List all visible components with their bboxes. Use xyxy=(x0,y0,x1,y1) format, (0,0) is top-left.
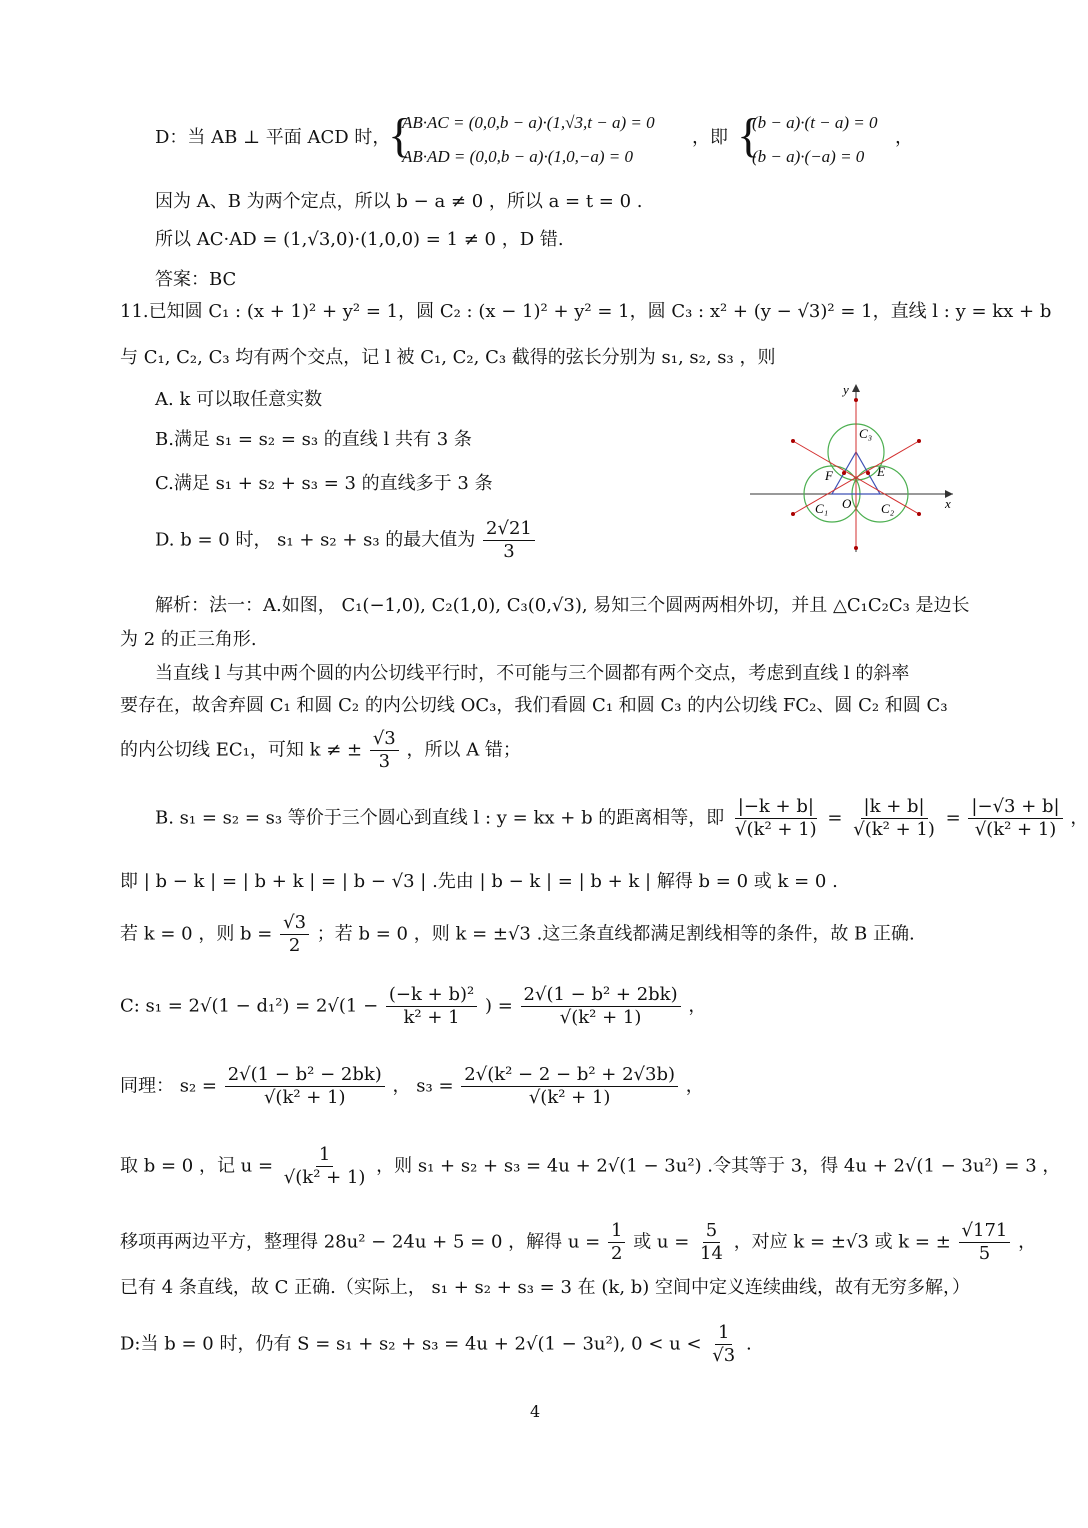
point xyxy=(791,512,795,516)
text: . xyxy=(745,1333,752,1355)
page-number: 4 xyxy=(530,1402,541,1421)
already-line: 已有 4 条直线，故 C 正确.（实际上， s₁ + s₂ + s₃ = 3 在 (k, b) 空间中定义连续曲线，故有无穷多解，） xyxy=(120,1277,971,1298)
point-e xyxy=(866,471,870,475)
fraction xyxy=(461,1064,678,1109)
d-system-eq2: AB·AD = (0,0,b − a)·(1,0,−a) = 0 xyxy=(402,147,633,166)
fraction xyxy=(225,1064,385,1109)
solution-line3: 当直线 l 与其中两个圆的内公切线平行时，不可能与三个圆都有两个交点，考虑到直线 l 的斜率 xyxy=(155,663,910,684)
text: ， xyxy=(688,995,707,1017)
d-system-eq3: (b − a)·(t − a) = 0 xyxy=(752,113,878,132)
point xyxy=(854,398,858,402)
text: ， xyxy=(1018,1231,1037,1253)
text: ，则 s₁ + s₂ + s₃ = 4u + 2√(1 − 3u²) .令其等于 3，得 4u + 2√(1 − 3u²) = 3 ， xyxy=(376,1155,1061,1177)
frac-num: √3 xyxy=(370,728,399,751)
b-line1 xyxy=(155,796,1088,841)
b-line3 xyxy=(120,912,915,957)
d-prefix: D：当 AB ⊥ 平面 ACD 时， xyxy=(155,127,391,148)
solution-line5 xyxy=(120,728,521,773)
fraction xyxy=(281,1144,369,1189)
fraction xyxy=(280,912,309,957)
fraction xyxy=(959,1220,1011,1265)
frac-num: √3 xyxy=(280,912,309,935)
line-because: 因为 A、B 为两个定点，所以 b − a ≠ 0 ，所以 a = t = 0 . xyxy=(155,191,643,212)
equals: = xyxy=(827,807,843,829)
same-line xyxy=(120,1064,704,1109)
frac-den: 2 xyxy=(288,935,301,956)
option-c: C.满足 s₁ + s₂ + s₃ = 3 的直线多于 3 条 xyxy=(155,473,493,494)
text: 若 k = 0 ，则 b = xyxy=(120,923,273,945)
frac-den: √(k² + 1) xyxy=(559,1007,642,1028)
fraction xyxy=(386,984,477,1029)
option-d xyxy=(155,518,537,563)
y-axis-arrow xyxy=(852,384,860,392)
text: 或 u = xyxy=(633,1231,690,1253)
point xyxy=(917,439,921,443)
frac-den: √(k² + 1) xyxy=(263,1087,346,1108)
d-ji: ，即 xyxy=(692,127,728,148)
f-label: F xyxy=(825,468,833,483)
point xyxy=(917,512,921,516)
text: D:当 b = 0 时，仍有 S = s₁ + s₂ + s₃ = 4u + 2√(1 − 3u²), 0 < u < xyxy=(120,1333,702,1355)
text: 同理： s₂ = xyxy=(120,1075,217,1097)
frac-den: 3 xyxy=(503,541,515,562)
fraction xyxy=(370,728,399,773)
d-system-eq1: AB·AC = (0,0,b − a)·(1,√3,t − a) = 0 xyxy=(402,113,655,132)
frac-num: 2√(1 − b² − 2bk) xyxy=(225,1064,385,1087)
equals: = xyxy=(945,807,961,829)
option-d-text: D. b = 0 时， s₁ + s₂ + s₃ 的最大值为 xyxy=(155,529,476,551)
frac-den: √(k² + 1) xyxy=(528,1087,611,1108)
point-f xyxy=(842,471,846,475)
text: ，对应 k = ±√3 或 k = ± xyxy=(733,1231,951,1253)
move-line xyxy=(120,1220,1036,1265)
fraction xyxy=(968,796,1062,841)
fraction xyxy=(709,1322,738,1367)
d-system-left xyxy=(402,112,655,168)
three-circles-figure xyxy=(745,380,960,555)
c2-label: C₂ xyxy=(881,501,895,516)
solution-line2: 为 2 的正三角形. xyxy=(120,629,257,650)
answer: 答案：BC xyxy=(155,269,237,290)
y-label: y xyxy=(843,382,849,397)
q11-line2: 与 C₁, C₂, C₃ 均有两个交点，记 l 被 C₁, C₂, C₃ 截得的弦长分别为 s₁, s₂, s₃ ，则 xyxy=(120,347,776,368)
frac-num: 5 xyxy=(703,1220,720,1243)
x-label: x xyxy=(945,496,951,511)
frac-num: 1 xyxy=(316,1144,333,1167)
b-line2: 即 | b − k | = | b + k | = | b − √3 | .先由 | b − k | = | b + k | 解得 b = 0 或 k = 0 . xyxy=(120,871,838,892)
frac-den: 2 xyxy=(611,1243,623,1264)
frac-den: √(k² + 1) xyxy=(853,819,935,840)
frac-den: √(k² + 1) xyxy=(735,819,817,840)
right-system-brace: { xyxy=(737,109,761,162)
frac-den: 3 xyxy=(378,751,391,772)
frac-num: 2√(k² − 2 − b² + 2√3b) xyxy=(461,1064,678,1087)
line-so: 所以 AC·AD = (1,√3,0)·(1,0,0) = 1 ≠ 0 ，D 错. xyxy=(155,229,564,250)
option-d-fraction xyxy=(483,518,535,563)
frac-num: 1 xyxy=(608,1220,625,1243)
left-brace: { xyxy=(388,109,412,162)
fraction xyxy=(608,1220,625,1265)
d-final-line xyxy=(120,1322,752,1367)
text: ， xyxy=(685,1075,704,1097)
frac-num: |−k + b| xyxy=(735,796,817,819)
text: 移项再两边平方，整理得 28u² − 24u + 5 = 0 ，解得 u = xyxy=(120,1231,601,1253)
fraction xyxy=(521,984,681,1029)
fraction xyxy=(732,796,820,841)
option-b: B.满足 s₁ = s₂ = s₃ 的直线 l 共有 3 条 xyxy=(155,429,472,450)
fraction xyxy=(850,796,938,841)
text: 的内公切线 EC₁，可知 k ≠ ± xyxy=(120,739,363,761)
o-label: O xyxy=(842,496,852,511)
point xyxy=(854,546,858,550)
text: B. s₁ = s₂ = s₃ 等价于三个圆心到直线 l : y = kx + b 的距离相等，即 xyxy=(155,807,725,829)
e-label: E xyxy=(877,464,885,479)
d-system-right xyxy=(752,112,878,168)
solution-line4: 要存在，故舍弃圆 C₁ 和圆 C₂ 的内公切线 OC₃，我们看圆 C₁ 和圆 C₃ 的内公切线 FC₂、圆 C₂ 和圆 C₃ xyxy=(120,695,948,716)
frac-den: √3 xyxy=(712,1345,736,1366)
frac-den: k² + 1 xyxy=(403,1007,460,1028)
point xyxy=(791,439,795,443)
frac-den: √(k² + 1) xyxy=(283,1167,366,1188)
frac-num: 2√21 xyxy=(483,518,535,541)
frac-num: |k + b| xyxy=(861,796,928,819)
text: ， xyxy=(1070,807,1088,829)
fraction xyxy=(697,1220,726,1265)
frac-num: (−k + b)² xyxy=(386,984,477,1007)
text: ， s₃ = xyxy=(392,1075,454,1097)
take-line xyxy=(120,1144,1060,1189)
d-comma: ， xyxy=(895,127,913,148)
text: ，所以 A 错； xyxy=(406,739,521,761)
frac-den: 5 xyxy=(978,1243,991,1264)
option-a: A. k 可以取任意实数 xyxy=(155,389,323,410)
c3-label: C₃ xyxy=(859,426,873,441)
frac-num: 1 xyxy=(715,1322,732,1345)
text: C: s₁ = 2√(1 − d₁²) = 2√(1 − xyxy=(120,995,379,1017)
d-system-eq4: (b − a)·(−a) = 0 xyxy=(752,147,865,166)
frac-num: |−√3 + b| xyxy=(968,796,1062,819)
frac-den: 14 xyxy=(700,1243,723,1264)
text: 取 b = 0 ，记 u = xyxy=(120,1155,274,1177)
frac-den: √(k² + 1) xyxy=(974,819,1057,840)
c1-label: C₁ xyxy=(815,501,829,516)
frac-num: √171 xyxy=(959,1220,1011,1243)
text: ) = xyxy=(484,995,513,1017)
q11-line1: 11.已知圆 C₁ : (x + 1)² + y² = 1，圆 C₂ : (x − 1)² + y² = 1，圆 C₃ : x² + (y − √3)² = 1，直线 l : y = kx + b xyxy=(120,301,1052,322)
c-line1 xyxy=(120,984,706,1029)
frac-num: 2√(1 − b² + 2bk) xyxy=(521,984,681,1007)
text: ；若 b = 0 ，则 k = ±√3 .这三条直线都满足割线相等的条件，故 B 正确. xyxy=(316,923,915,945)
solution-line1: 解析：法一：A.如图， C₁(−1,0), C₂(1,0), C₃(0,√3), 易知三个圆两两相外切，并且 △C₁C₂C₃ 是边长 xyxy=(155,595,970,616)
